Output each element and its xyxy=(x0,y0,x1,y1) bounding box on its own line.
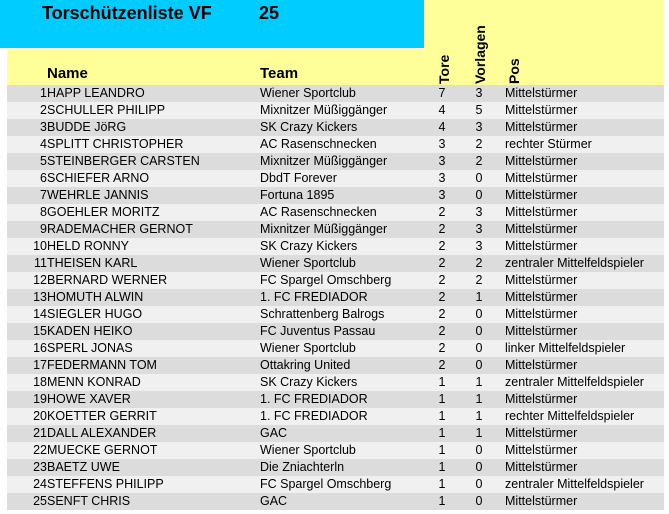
goals-cell: 2 xyxy=(438,239,446,253)
team-cell: Wiener Sportclub xyxy=(260,256,356,270)
player-name-cell: HAPP LEANDRO xyxy=(47,86,145,100)
assists-cell: 0 xyxy=(475,477,483,491)
table-row xyxy=(7,425,664,442)
header-top-area xyxy=(424,0,664,49)
goals-cell: 3 xyxy=(438,171,446,185)
rank-cell: 9 xyxy=(40,222,47,236)
table-row xyxy=(7,340,664,357)
team-cell: FC Juventus Passau xyxy=(260,324,376,338)
position-cell: Mittelstürmer xyxy=(505,154,578,168)
table-row xyxy=(7,85,664,102)
team-cell: Schrattenberg Balrogs xyxy=(260,307,385,321)
player-name-cell: SIEGLER HUGO xyxy=(47,307,143,321)
player-name-cell: HELD RONNY xyxy=(47,239,129,253)
rank-cell: 8 xyxy=(40,205,47,219)
player-name-cell: SCHULLER PHILIPP xyxy=(47,103,166,117)
table-row xyxy=(7,272,664,289)
position-cell: Mittelstürmer xyxy=(505,460,578,474)
position-cell: Mittelstürmer xyxy=(505,120,578,134)
player-name-cell: THEISEN KARL xyxy=(47,256,138,270)
player-name-cell: STEFFENS PHILIPP xyxy=(47,477,164,491)
goals-cell: 1 xyxy=(438,409,446,423)
position-cell: Mittelstürmer xyxy=(505,494,578,508)
player-name-cell: GOEHLER MORITZ xyxy=(47,205,160,219)
table-row xyxy=(7,391,664,408)
position-cell: Mittelstürmer xyxy=(505,307,578,321)
goals-cell: 1 xyxy=(438,460,446,474)
player-name-cell: FEDERMANN TOM xyxy=(47,358,157,372)
column-header-team: Team xyxy=(260,65,299,82)
team-cell: Mixnitzer Müßiggänger xyxy=(260,154,388,168)
table-row xyxy=(7,238,664,255)
team-cell: Die Zniachterln xyxy=(260,460,345,474)
rank-cell: 5 xyxy=(40,154,47,168)
team-cell: Wiener Sportclub xyxy=(260,443,356,457)
player-name-cell: BERNARD WERNER xyxy=(47,273,168,287)
assists-cell: 2 xyxy=(475,256,483,270)
rank-cell: 1 xyxy=(40,86,47,100)
rank-cell: 23 xyxy=(33,460,47,474)
goals-cell: 2 xyxy=(438,358,446,372)
rank-cell: 11 xyxy=(34,256,47,270)
rank-cell: 6 xyxy=(40,171,47,185)
player-name-cell: SENFT CHRIS xyxy=(47,494,131,508)
team-cell: SK Crazy Kickers xyxy=(260,120,358,134)
rank-cell: 20 xyxy=(33,409,47,423)
rank-cell: 4 xyxy=(40,137,47,151)
rank-cell: 22 xyxy=(33,443,47,457)
goals-cell: 3 xyxy=(438,188,446,202)
position-cell: Mittelstürmer xyxy=(505,86,578,100)
assists-cell: 2 xyxy=(475,273,483,287)
player-name-cell: BUDDE JöRG xyxy=(47,120,127,134)
assists-cell: 0 xyxy=(475,460,483,474)
table-row xyxy=(7,459,664,476)
assists-cell: 0 xyxy=(475,188,483,202)
assists-cell: 1 xyxy=(475,409,483,423)
table-row xyxy=(7,442,664,459)
goals-cell: 1 xyxy=(438,477,446,491)
position-cell: rechter Stürmer xyxy=(505,137,592,151)
player-name-cell: KOETTER GERRIT xyxy=(47,409,157,423)
player-name-cell: SCHIEFER ARNO xyxy=(47,171,150,185)
position-cell: Mittelstürmer xyxy=(505,324,578,338)
table-row xyxy=(7,136,664,153)
goals-cell: 4 xyxy=(438,103,446,117)
goals-cell: 4 xyxy=(438,120,446,134)
position-cell: rechter Mittelfeldspieler xyxy=(505,409,635,423)
rank-cell: 25 xyxy=(33,494,47,508)
goals-cell: 2 xyxy=(438,341,446,355)
team-cell: Fortuna 1895 xyxy=(260,188,335,202)
goals-cell: 1 xyxy=(438,426,446,440)
header-bar xyxy=(7,49,664,85)
player-name-cell: KADEN HEIKO xyxy=(47,324,133,338)
goals-cell: 1 xyxy=(438,375,446,389)
goals-cell: 2 xyxy=(438,205,446,219)
player-name-cell: HOWE XAVER xyxy=(47,392,131,406)
position-cell: Mittelstürmer xyxy=(505,273,578,287)
team-cell: GAC xyxy=(260,426,288,440)
table-row xyxy=(7,289,664,306)
rank-cell: 13 xyxy=(33,290,47,304)
assists-cell: 1 xyxy=(475,290,483,304)
table-row xyxy=(7,357,664,374)
rank-cell: 3 xyxy=(40,120,47,134)
rank-cell: 2 xyxy=(40,103,47,117)
assists-cell: 2 xyxy=(475,137,483,151)
rank-cell: 7 xyxy=(40,188,47,202)
goals-cell: 2 xyxy=(438,307,446,321)
assists-cell: 0 xyxy=(475,443,483,457)
table-row xyxy=(7,102,664,119)
position-cell: zentraler Mittelfeldspieler xyxy=(505,256,644,270)
team-cell: 1. FC FREDIADOR xyxy=(260,409,368,423)
assists-cell: 3 xyxy=(475,239,483,253)
player-name-cell: SPLITT CHRISTOPHER xyxy=(47,137,184,151)
team-cell: Wiener Sportclub xyxy=(260,86,356,100)
rank-cell: 19 xyxy=(33,392,47,406)
assists-cell: 3 xyxy=(475,205,483,219)
table-row xyxy=(7,119,664,136)
team-cell: Ottakring United xyxy=(260,358,351,372)
rank-cell: 18 xyxy=(33,375,47,389)
goals-cell: 3 xyxy=(438,137,446,151)
goals-cell: 1 xyxy=(438,494,446,508)
goals-cell: 2 xyxy=(438,222,446,236)
position-cell: Mittelstürmer xyxy=(505,426,578,440)
rank-cell: 16 xyxy=(33,341,47,355)
goals-cell: 7 xyxy=(438,86,446,100)
assists-cell: 0 xyxy=(475,171,483,185)
goals-cell: 1 xyxy=(438,392,446,406)
team-cell: Mixnitzer Müßiggänger xyxy=(260,222,388,236)
column-header-tore: Tore xyxy=(436,54,452,84)
position-cell: linker Mittelfeldspieler xyxy=(505,341,626,355)
goals-cell: 3 xyxy=(438,154,446,168)
goals-cell: 2 xyxy=(438,290,446,304)
table-row xyxy=(7,255,664,272)
position-cell: Mittelstürmer xyxy=(505,188,578,202)
position-cell: zentraler Mittelfeldspieler xyxy=(505,375,644,389)
assists-cell: 0 xyxy=(475,358,483,372)
team-cell: SK Crazy Kickers xyxy=(260,375,358,389)
goals-cell: 2 xyxy=(438,273,446,287)
team-cell: Wiener Sportclub xyxy=(260,341,356,355)
team-cell: SK Crazy Kickers xyxy=(260,239,358,253)
position-cell: Mittelstürmer xyxy=(505,358,578,372)
table-row xyxy=(7,153,664,170)
column-header-vorlagen: Vorlagen xyxy=(472,25,488,84)
rank-cell: 12 xyxy=(33,273,47,287)
column-header-pos: Pos xyxy=(506,58,522,84)
table-row xyxy=(7,187,664,204)
team-cell: FC Spargel Omschberg xyxy=(260,477,392,491)
assists-cell: 1 xyxy=(475,392,483,406)
assists-cell: 3 xyxy=(475,222,483,236)
assists-cell: 0 xyxy=(475,341,483,355)
assists-cell: 2 xyxy=(475,154,483,168)
rank-cell: 21 xyxy=(33,426,47,440)
team-cell: GAC xyxy=(260,494,288,508)
position-cell: Mittelstürmer xyxy=(505,171,578,185)
position-cell: Mittelstürmer xyxy=(505,290,578,304)
scorer-table xyxy=(7,85,664,510)
assists-cell: 3 xyxy=(475,86,483,100)
assists-cell: 0 xyxy=(475,494,483,508)
assists-cell: 0 xyxy=(475,324,483,338)
player-name-cell: SPERL JONAS xyxy=(47,341,133,355)
assists-cell: 1 xyxy=(475,375,483,389)
rank-cell: 10 xyxy=(33,239,47,253)
table-row xyxy=(7,323,664,340)
rank-cell: 14 xyxy=(33,307,47,321)
assists-cell: 1 xyxy=(475,426,483,440)
assists-cell: 0 xyxy=(475,307,483,321)
rank-cell: 24 xyxy=(33,477,47,491)
column-header-name: Name xyxy=(47,65,88,82)
table-row xyxy=(7,170,664,187)
goals-cell: 1 xyxy=(438,443,446,457)
player-name-cell: HOMUTH ALWIN xyxy=(47,290,144,304)
team-cell: DbdT Forever xyxy=(260,171,337,185)
rank-cell: 17 xyxy=(33,358,47,372)
position-cell: Mittelstürmer xyxy=(505,392,578,406)
table-row xyxy=(7,306,664,323)
player-name-cell: DALL ALEXANDER xyxy=(47,426,157,440)
table-row xyxy=(7,493,664,510)
team-cell: 1. FC FREDIADOR xyxy=(260,290,368,304)
player-name-cell: STEINBERGER CARSTEN xyxy=(47,154,200,168)
table-row xyxy=(7,204,664,221)
team-cell: Mixnitzer Müßiggänger xyxy=(260,103,388,117)
assists-cell: 5 xyxy=(475,103,483,117)
player-name-cell: BAETZ UWE xyxy=(47,460,120,474)
goals-cell: 2 xyxy=(438,256,446,270)
table-row xyxy=(7,408,664,425)
rank-cell: 15 xyxy=(33,324,47,338)
position-cell: zentraler Mittelfeldspieler xyxy=(505,477,644,491)
table-row xyxy=(7,374,664,391)
position-cell: Mittelstürmer xyxy=(505,222,578,236)
position-cell: Mittelstürmer xyxy=(505,103,578,117)
entry-count: 25 xyxy=(259,3,280,23)
team-cell: 1. FC FREDIADOR xyxy=(260,392,368,406)
player-name-cell: MENN KONRAD xyxy=(47,375,141,389)
position-cell: Mittelstürmer xyxy=(505,205,578,219)
player-name-cell: RADEMACHER GERNOT xyxy=(47,222,193,236)
team-cell: FC Spargel Omschberg xyxy=(260,273,392,287)
position-cell: Mittelstürmer xyxy=(505,239,578,253)
table-row xyxy=(7,476,664,493)
table-row xyxy=(7,221,664,238)
team-cell: AC Rasenschnecken xyxy=(260,205,377,219)
page-title: Torschützenliste VF xyxy=(42,3,212,23)
player-name-cell: MUECKE GERNOT xyxy=(47,443,158,457)
team-cell: AC Rasenschnecken xyxy=(260,137,377,151)
player-name-cell: WEHRLE JANNIS xyxy=(47,188,149,202)
assists-cell: 3 xyxy=(475,120,483,134)
goals-cell: 2 xyxy=(438,324,446,338)
position-cell: Mittelstürmer xyxy=(505,443,578,457)
